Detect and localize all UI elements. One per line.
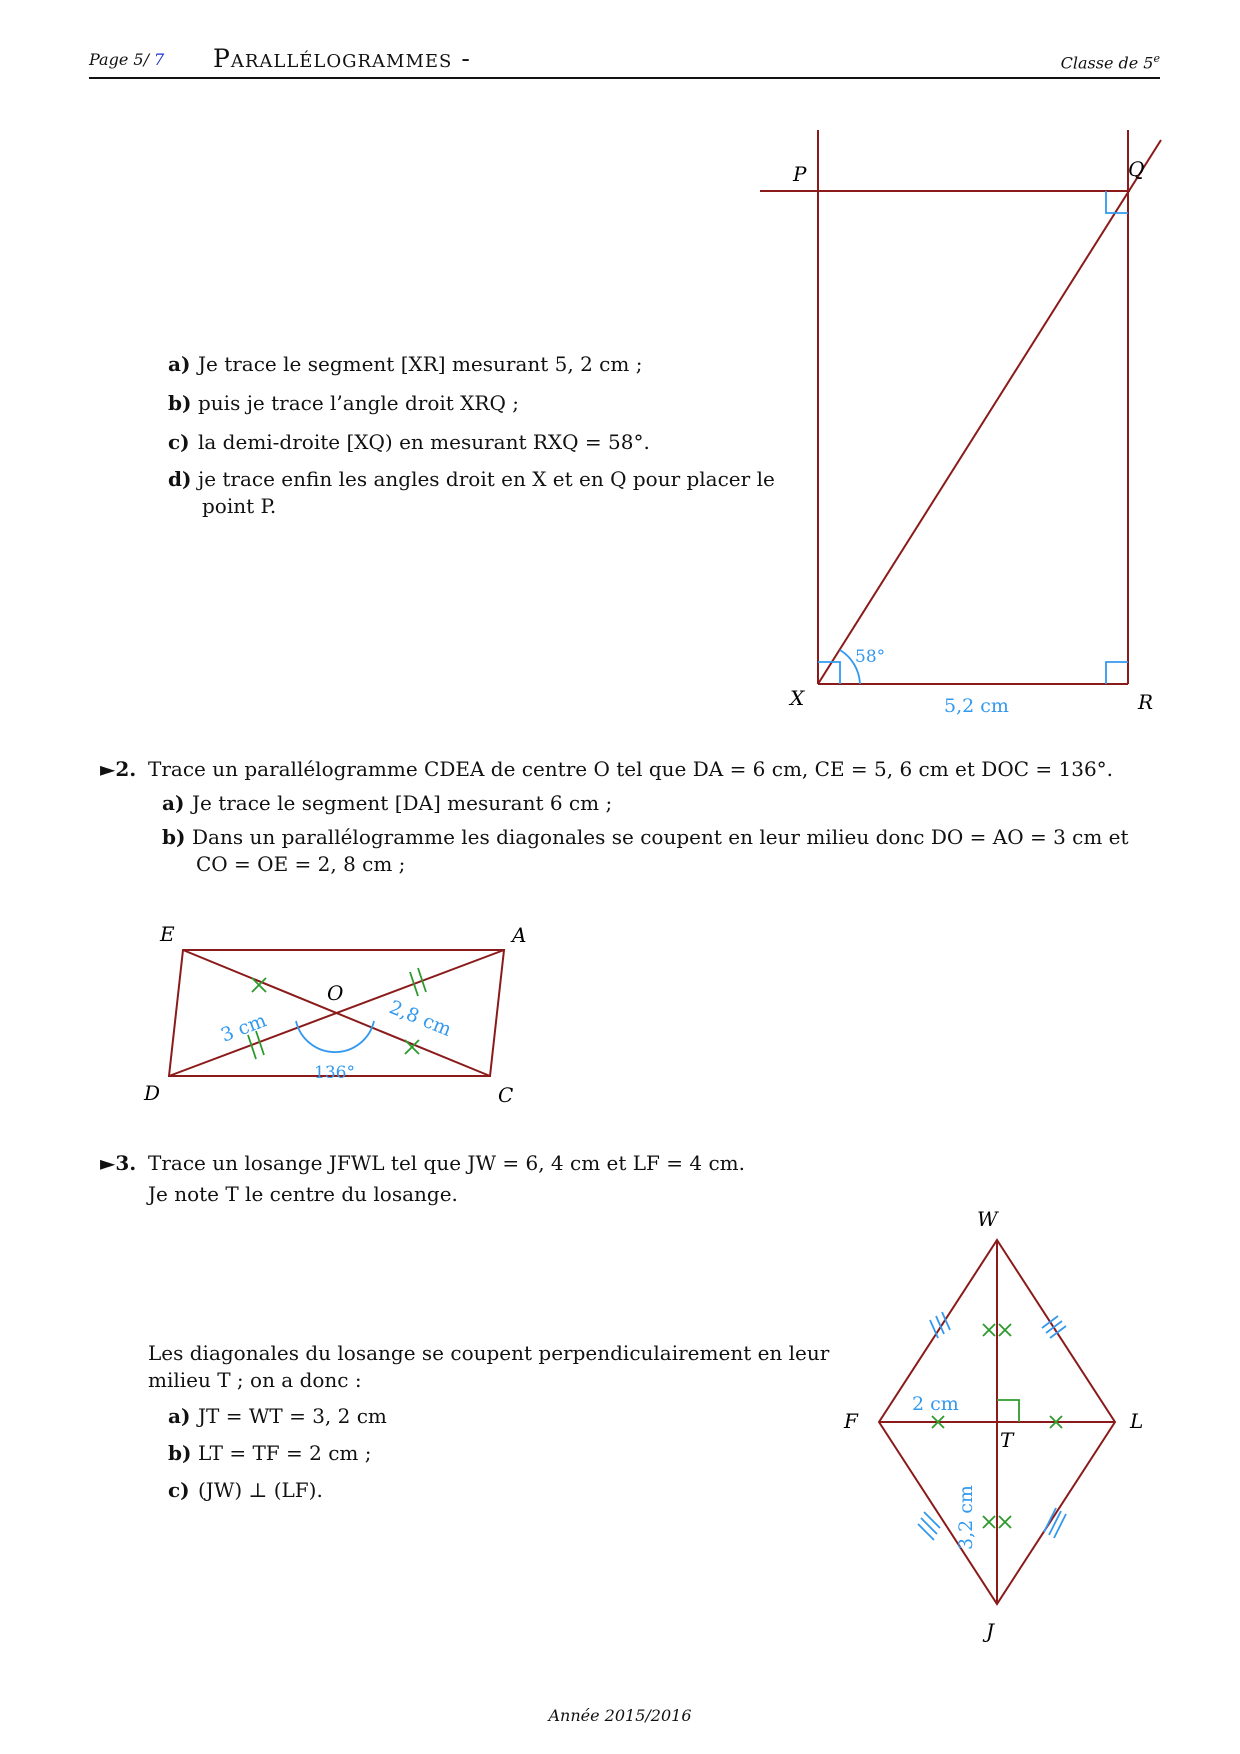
step-text: LT = TF = 2 cm ; (198, 1441, 372, 1465)
exercise-marker: ►3. (100, 1151, 137, 1175)
triple-tick-fj (918, 1512, 940, 1540)
point-label-t: T (1000, 1428, 1014, 1452)
step-label: a) (168, 1404, 191, 1428)
figure-rectangle-xrqp (0, 0, 1240, 730)
step-a (100, 790, 1170, 824)
class-label-sup: e (1153, 52, 1160, 65)
length-label-tf: 2 cm (912, 1393, 959, 1415)
angle-arc-doc (296, 1021, 374, 1052)
triple-tick-lj (1044, 1508, 1066, 1538)
length-label-do: 3 cm (217, 1009, 270, 1047)
step-text: (JW) ⊥ (LF). (198, 1478, 323, 1502)
right-angle-t (997, 1400, 1019, 1422)
half-line-xq (818, 140, 1161, 684)
step-text: Je trace le segment [DA] mesurant 6 cm ; (192, 791, 613, 815)
step-label: c) (168, 1478, 190, 1502)
step-text: Je trace le segment [XR] mesurant 5, 2 cm ; (198, 352, 643, 376)
angle-label-58: 58° (855, 647, 886, 667)
step-text-cont: point P. (202, 494, 277, 518)
step-text: puis je trace l’angle droit XRQ ; (198, 391, 519, 415)
step-text-cont: CO = OE = 2, 8 cm ; (196, 852, 406, 876)
page-title: Parallélogrammes - (213, 44, 471, 73)
point-label-w: W (977, 1207, 998, 1231)
class-label-text: Classe de 5 (1060, 53, 1154, 73)
step-b (168, 1440, 768, 1477)
figure-rhombus-jfwl (820, 1190, 1180, 1650)
statement-line2: Je note T le centre du losange. (148, 1182, 458, 1206)
point-label-q: Q (1128, 157, 1145, 181)
section3-intro (148, 1340, 838, 1394)
exercise-marker: ►2. (100, 757, 137, 781)
point-label-f: F (844, 1409, 858, 1433)
intro-line1: Les diagonales du losange se coupent perpendiculairement en leur (148, 1341, 830, 1365)
step-c (168, 1477, 768, 1504)
point-label-a: A (512, 923, 527, 947)
step-text: Dans un parallélogramme les diagonales se coupent en leur milieu donc DO = AO = 3 cm et (192, 825, 1129, 849)
step-label: c) (168, 430, 190, 454)
page-total-link[interactable]: 7 (154, 50, 165, 69)
footer-year: Année 2015/2016 (548, 1706, 692, 1725)
step-text: je trace enfin les angles droit en X et en Q pour placer le (198, 467, 775, 491)
point-label-c: C (498, 1083, 514, 1107)
right-angle-r (1106, 662, 1128, 684)
tick-eo (252, 978, 266, 992)
exercise-statement (100, 756, 1170, 790)
point-label-r: R (1138, 690, 1154, 714)
exercise-statement (100, 1150, 860, 1181)
length-label-oc: 2,8 cm (386, 996, 455, 1041)
point-label-l: L (1130, 1409, 1144, 1433)
step-label: a) (162, 791, 185, 815)
step-label: b) (168, 391, 192, 415)
point-label-x: X (790, 686, 805, 710)
step-label: b) (168, 1441, 192, 1465)
angle-label-136: 136° (314, 1063, 355, 1083)
statement-text: Trace un losange JFWL tel que JW = 6, 4 cm et LF = 4 cm. (148, 1151, 745, 1175)
step-a (168, 1403, 768, 1440)
point-label-j: J (986, 1619, 995, 1643)
step-label: a) (168, 352, 191, 376)
section2 (100, 756, 1170, 878)
step-text: JT = WT = 3, 2 cm (198, 1404, 387, 1428)
statement-text: Trace un parallélogramme CDEA de centre O tel que DA = 6 cm, CE = 5, 6 cm et DOC = 136°. (148, 757, 1114, 781)
figure-parallelogram-cdea (0, 900, 620, 1130)
step-label: b) (162, 825, 186, 849)
triple-tick-wl (1042, 1316, 1066, 1338)
point-label-p: P (793, 162, 807, 186)
length-label-tj: 3,2 cm (955, 1485, 977, 1550)
section3 (100, 1150, 860, 1208)
point-label-d: D (144, 1081, 161, 1105)
page-prefix: Page 5/ (89, 50, 149, 69)
point-label-e: E (160, 922, 175, 946)
intro-line2: milieu T ; on a donc : (148, 1368, 362, 1392)
section3-steps (168, 1403, 768, 1504)
diagonal-ec (183, 950, 490, 1076)
length-label-xr: 5,2 cm (944, 695, 1009, 717)
step-b (100, 824, 1170, 878)
point-label-o: O (327, 981, 344, 1005)
step-label: d) (168, 467, 192, 491)
step-text: la demi-droite [XQ) en mesurant RXQ = 58°. (198, 430, 650, 454)
